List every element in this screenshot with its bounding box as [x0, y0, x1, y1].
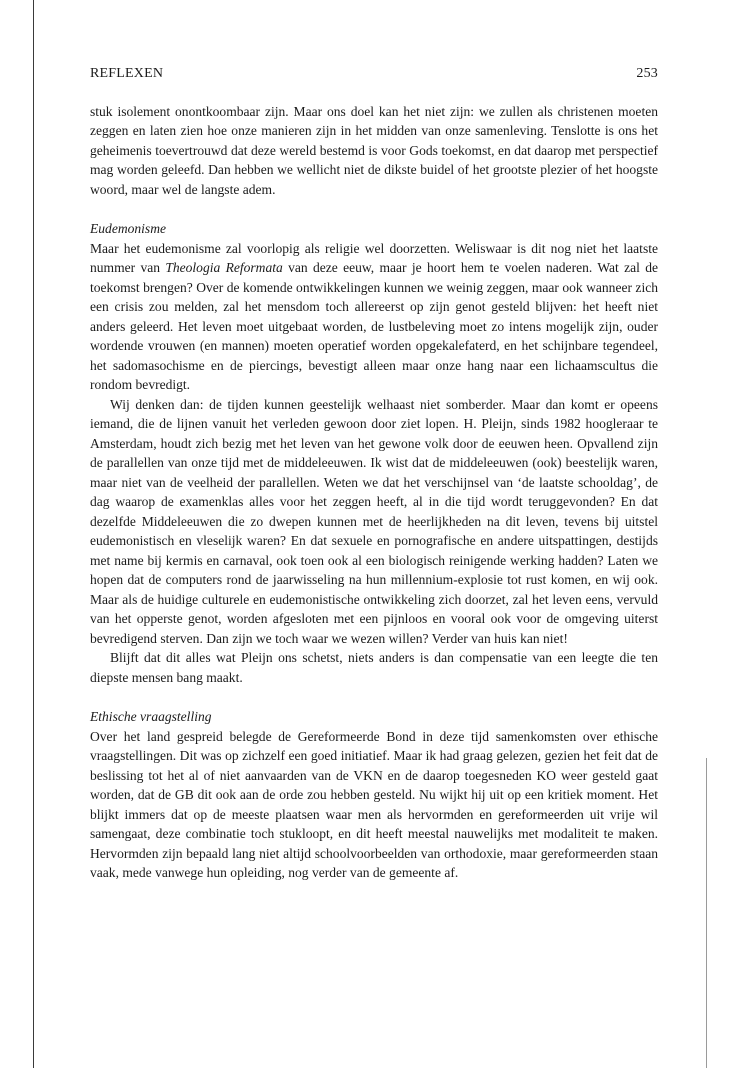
running-header [90, 64, 658, 84]
eudemonisme-paragraph-1 [90, 239, 658, 395]
book-page [90, 64, 658, 883]
section-title-ethische-vraagstelling: Ethische vraagstelling [90, 709, 212, 724]
eudemonisme-p1-before: Maar het eudemonisme zal voorlopig als religie wel doorzetten. Weliswaar is dit nog niet het laatste nummer van [90, 240, 658, 275]
page-number: 253 [636, 66, 658, 81]
section-title-eudemonisme: Eudemonisme [90, 221, 166, 236]
section-gap [90, 687, 658, 707]
page-edge-left [33, 0, 34, 1068]
intro-paragraph: stuk isolement onontkoombaar zijn. Maar ons doel kan het niet zijn: we zullen als christenen moeten zeggen en laten zien hoe onze manieren zijn in het midden van onze samenleving. Tenslotte is ons het geheimenis toevertrouwd dat deze wereld bestemd is voor Gods toekomst, en dat daarop met perspectief mag worden geleefd. Dan hebben we wellicht niet de dikste buidel of het grootste plezier of het hoogste woord, maar wel de langste adem. [90, 103, 658, 197]
running-title: REFLEXEN [90, 66, 164, 81]
page-edge-right [706, 758, 707, 1068]
ethische-paragraph-1: Over het land gespreid belegde de Gereformeerde Bond in deze tijd samenkomsten over ethische vraagstellingen. Dit was op zichzelf een goed initiatief. Maar ik had graag gelezen, gezien het feit dat de beslissing tot het al of niet aanvaarden van de VKN en de daarop toegesneden KO weer gesteld gaat worden, dat de GB dit ook aan de orde zou hebben gesteld. Nu wijkt hij uit op een kritiek moment. Het blijkt immers dat op de meeste plaatsen waar men als hervormden en gereformeerden uit vrije wil samengaat, deze combinatie toch stukloopt, en dit heeft meestal nauwelijks met modaliteit te maken. Hervormden zijn bepaald lang niet altijd schoolvoorbeelden van orthodoxie, maar gereformeerden staan vaak, mede vanwege hun opleiding, nog verder van de gemeente af. [90, 728, 658, 880]
eudemonisme-p1-after: van deze eeuw, maar je hoort hem te voelen naderen. Wat zal de toekomst brengen? Over de komende ontwikkelingen kunnen we weinig zeggen, maar ook wanneer zich een crisis zou melden, zal het mensdom toch allereerst op zijn genot gesteld blijven: het heeft niet anders geleerd. Het leven moet uitgebaat worden, de lustbeleving moet zo intens mogelijk zijn, ouder wordende vrouwen (en mannen) moeten operatief worden opgekalefaterd, en het schijnbare tegendeel, het sadomasochisme en de piercings, bevestigt alleen maar onze hang naar een lichaamscultus die rondom bevredigt. [90, 260, 658, 392]
journal-title: Theologia Reformata [165, 260, 283, 275]
eudemonisme-paragraph-3: Blijft dat dit alles wat Pleijn ons schetst, niets anders is dan compensatie van een leegte die ten diepste mensen bang maakt. [90, 650, 658, 685]
section-gap [90, 199, 658, 219]
eudemonisme-paragraph-2: Wij denken dan: de tijden kunnen geestelijk welhaast niet somberder. Maar dan komt er opeens iemand, die de lijnen vanuit het verleden gewoon door ziet lopen. H. Pleijn, sinds 1982 hoogleraar te Amsterdam, houdt zich bezig met het leven van het gewone volk door de eeuwen heen. Opvallend zijn de parallellen van onze tijd met de middeleeuwen. Ik wist dat de middeleeuwen (ook) beestelijk waren, maar niet van de veelheid der parallellen. Weten we dat het verschijnsel van ‘de laatste schooldag’, de dag waarop de examenklas alles voor het zeggen heeft, al in die tijd wordt teruggevonden? En dat dezelfde Middeleeuwen die zo dwepen kunnen met de heerlijkheden na dit leven, tevens bij uitstel eudemonistisch en vleselijk waren? En dat sexuele en pornografische en andere uitspattingen, destijds met name bij kermis en carnaval, ook toen ook al een biologisch reinigende werking hadden? Laten we hopen dat de computers rond de jaarwisseling na hun millennium-explosie tot rust komen, en wij ook. Maar als de huidige culturele en eudemonistische ontwikkeling zich doorzet, zal het leven eens, vervuld van het opperste genot, worden afgesloten met een pijnloos en vooral ook voor de omgeving uiterst bevredigend sterven. Dan zijn we toch waar we wezen willen? Verder van huis kan niet! [90, 396, 658, 646]
